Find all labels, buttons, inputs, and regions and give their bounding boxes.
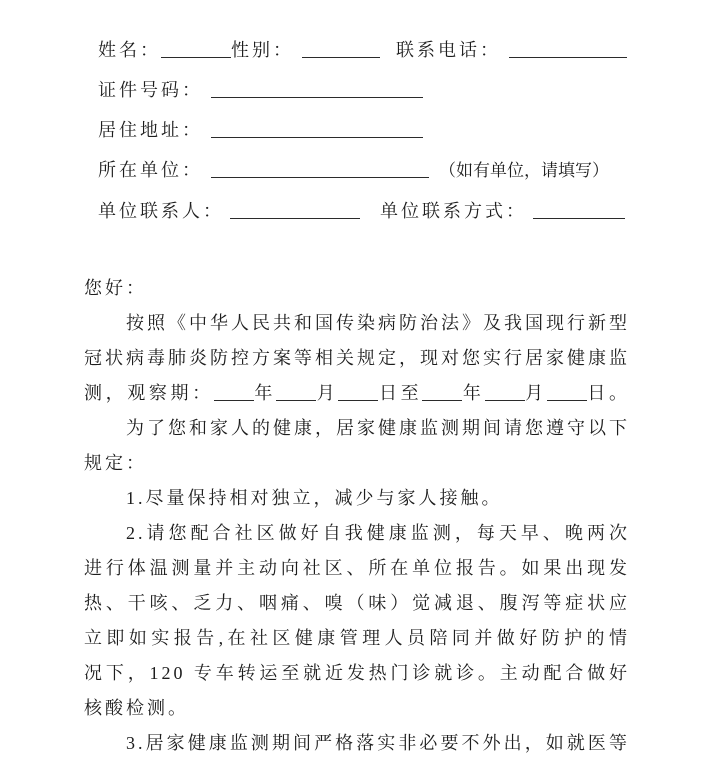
letter-body (84, 271, 630, 761)
name-label: 姓名： (98, 40, 161, 60)
unit-contact-method-label: 单位联系方式： (380, 201, 527, 221)
unit-contact-row (84, 191, 630, 231)
end-year-blank[interactable] (422, 386, 462, 401)
month-unit-1: 月 (316, 383, 339, 403)
day-end-unit: 日。 (586, 383, 631, 403)
unit-contact-label: 单位联系人： (98, 201, 224, 221)
work-unit-label: 所在单位： (98, 160, 203, 180)
unit-contact-method-blank[interactable] (533, 204, 625, 219)
start-month-blank[interactable] (276, 386, 316, 401)
address-label: 居住地址： (98, 120, 203, 140)
work-unit-row (84, 150, 630, 191)
rule-2-line-3: 热、干咳、乏力、咽痛、嗅（味）觉减退、腹泻等症状应 (84, 593, 630, 613)
phone-blank[interactable] (509, 43, 627, 58)
address-row (84, 110, 630, 150)
rule-2-line-4: 立即如实报告,在社区健康管理人员陪同并做好防护的情 (84, 628, 630, 648)
rule-2-line-6: 核酸检测。 (84, 698, 189, 718)
notice-line-2: 规定： (84, 453, 147, 473)
work-unit-blank[interactable] (211, 163, 429, 178)
gender-label: 性别： (231, 40, 294, 60)
observation-period-line (84, 376, 630, 411)
phone-label: 联系电话： (396, 40, 501, 60)
name-blank[interactable] (161, 43, 231, 58)
unit-contact-blank[interactable] (230, 204, 360, 219)
name-gender-phone-row (84, 30, 630, 70)
id-number-row (84, 70, 630, 110)
year-unit-1: 年 (253, 383, 277, 403)
rule-2-line-1: 2.请您配合社区做好自我健康监测，每天早、晚两次 (126, 523, 630, 543)
start-day-blank[interactable] (338, 386, 378, 401)
observation-prefix: 测，观察期： (84, 383, 214, 403)
rule-2-line-2: 进行体温测量并主动向社区、所在单位报告。如果出现发 (84, 558, 630, 578)
year-unit-2: 年 (462, 383, 485, 403)
address-blank[interactable] (211, 123, 423, 138)
rule-2-line-5: 况下，120 专车转运至就近发热门诊就诊。主动配合做好 (84, 663, 630, 683)
end-month-blank[interactable] (485, 386, 525, 401)
rule-3: 3.居家健康监测期间严格落实非必要不外出，如就医等 (126, 733, 630, 753)
id-number-label: 证件号码： (98, 80, 203, 100)
intro-line-2: 冠状病毒肺炎防控方案等相关规定，现对您实行居家健康监 (84, 348, 630, 368)
intro-line-1: 按照《中华人民共和国传染病防治法》及我国现行新型 (126, 313, 630, 333)
rule-1: 1.尽量保持相对独立，减少与家人接触。 (126, 488, 503, 508)
day-to-unit: 日至 (378, 383, 423, 403)
work-unit-note: （如有单位，请填写） (439, 161, 609, 180)
month-unit-2: 月 (524, 383, 547, 403)
notice-line-1: 为了您和家人的健康，居家健康监测期间请您遵守以下 (126, 418, 630, 438)
end-day-blank[interactable] (547, 386, 587, 401)
id-number-blank[interactable] (211, 83, 423, 98)
gender-blank[interactable] (302, 43, 380, 58)
greeting-line: 您好： (84, 278, 147, 298)
start-year-blank[interactable] (214, 386, 254, 401)
personal-info-form (84, 30, 630, 231)
